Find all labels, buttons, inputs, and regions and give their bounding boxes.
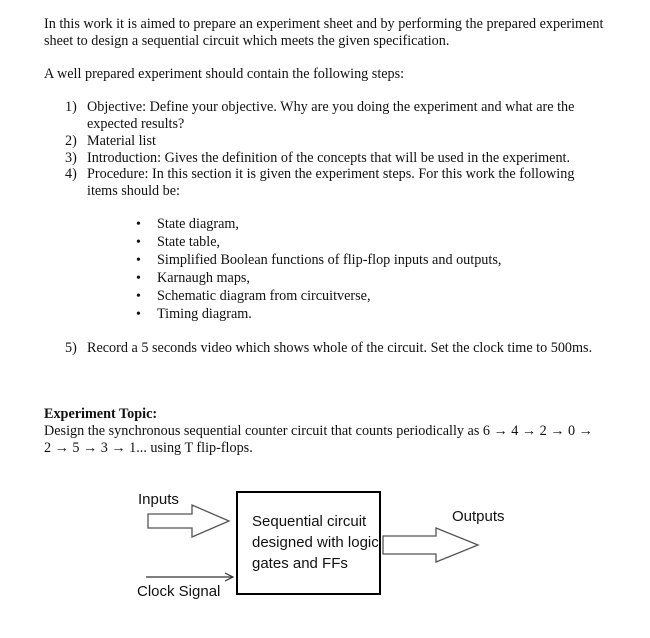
outputs-arrow-icon — [383, 528, 478, 562]
step-4-number: 4) — [65, 166, 77, 182]
step-2-text: Material list — [87, 133, 156, 149]
steps-heading: A well prepared experiment should contain the following steps: — [44, 66, 405, 82]
topic-line-2: 2 → 5 → 3 → 1... using T flip-flops. — [44, 440, 253, 456]
step-3-number: 3) — [65, 150, 77, 166]
box-line-3: gates and FFs — [252, 555, 348, 572]
intro-line-1: In this work it is aimed to prepare an experiment sheet and by performing the prepared experiment — [44, 16, 604, 32]
bullet-icon: • — [136, 217, 141, 232]
inputs-label: Inputs — [138, 491, 179, 508]
step-2-number: 2) — [65, 133, 77, 149]
list-item: Timing diagram. — [157, 306, 252, 322]
inputs-arrow-icon — [148, 505, 229, 537]
clock-signal-label: Clock Signal — [137, 583, 221, 600]
step-1-text-cont: expected results? — [87, 116, 185, 132]
list-item: Schematic diagram from circuitverse, — [157, 288, 371, 304]
box-line-1: Sequential circuit — [252, 513, 367, 530]
bullet-icon: • — [136, 307, 141, 322]
list-item: Karnaugh maps, — [157, 270, 250, 286]
step-1-text: Objective: Define your objective. Why are you doing the experiment and what are the — [87, 99, 575, 115]
list-item: State diagram, — [157, 216, 239, 232]
step-5-number: 5) — [65, 340, 77, 356]
bullet-icon: • — [136, 235, 141, 250]
step-4-text: Procedure: In this section it is given the experiment steps. For this work the following — [87, 166, 575, 182]
topic-line-1: Design the synchronous sequential counter circuit that counts periodically as 6 → 4 → 2 → 0 → — [44, 423, 593, 439]
bullet-icon: • — [136, 253, 141, 268]
step-1-number: 1) — [65, 99, 77, 115]
step-4-text-cont: items should be: — [87, 183, 181, 199]
outputs-label: Outputs — [452, 508, 505, 525]
sequential-circuit-box — [236, 491, 381, 595]
step-5-text: Record a 5 seconds video which shows whole of the circuit. Set the clock time to 500ms. — [87, 340, 593, 356]
list-item: State table, — [157, 234, 221, 250]
list-item: Simplified Boolean functions of flip-flop inputs and outputs, — [157, 252, 502, 268]
bullet-icon: • — [136, 289, 141, 304]
box-line-2: designed with logic — [252, 534, 379, 551]
intro-line-2: sheet to design a sequential circuit which meets the given specification. — [44, 33, 450, 49]
topic-heading: Experiment Topic: — [44, 406, 158, 422]
bullet-icon: • — [136, 271, 141, 286]
step-3-text: Introduction: Gives the definition of the concepts that will be used in the experiment. — [87, 150, 571, 166]
